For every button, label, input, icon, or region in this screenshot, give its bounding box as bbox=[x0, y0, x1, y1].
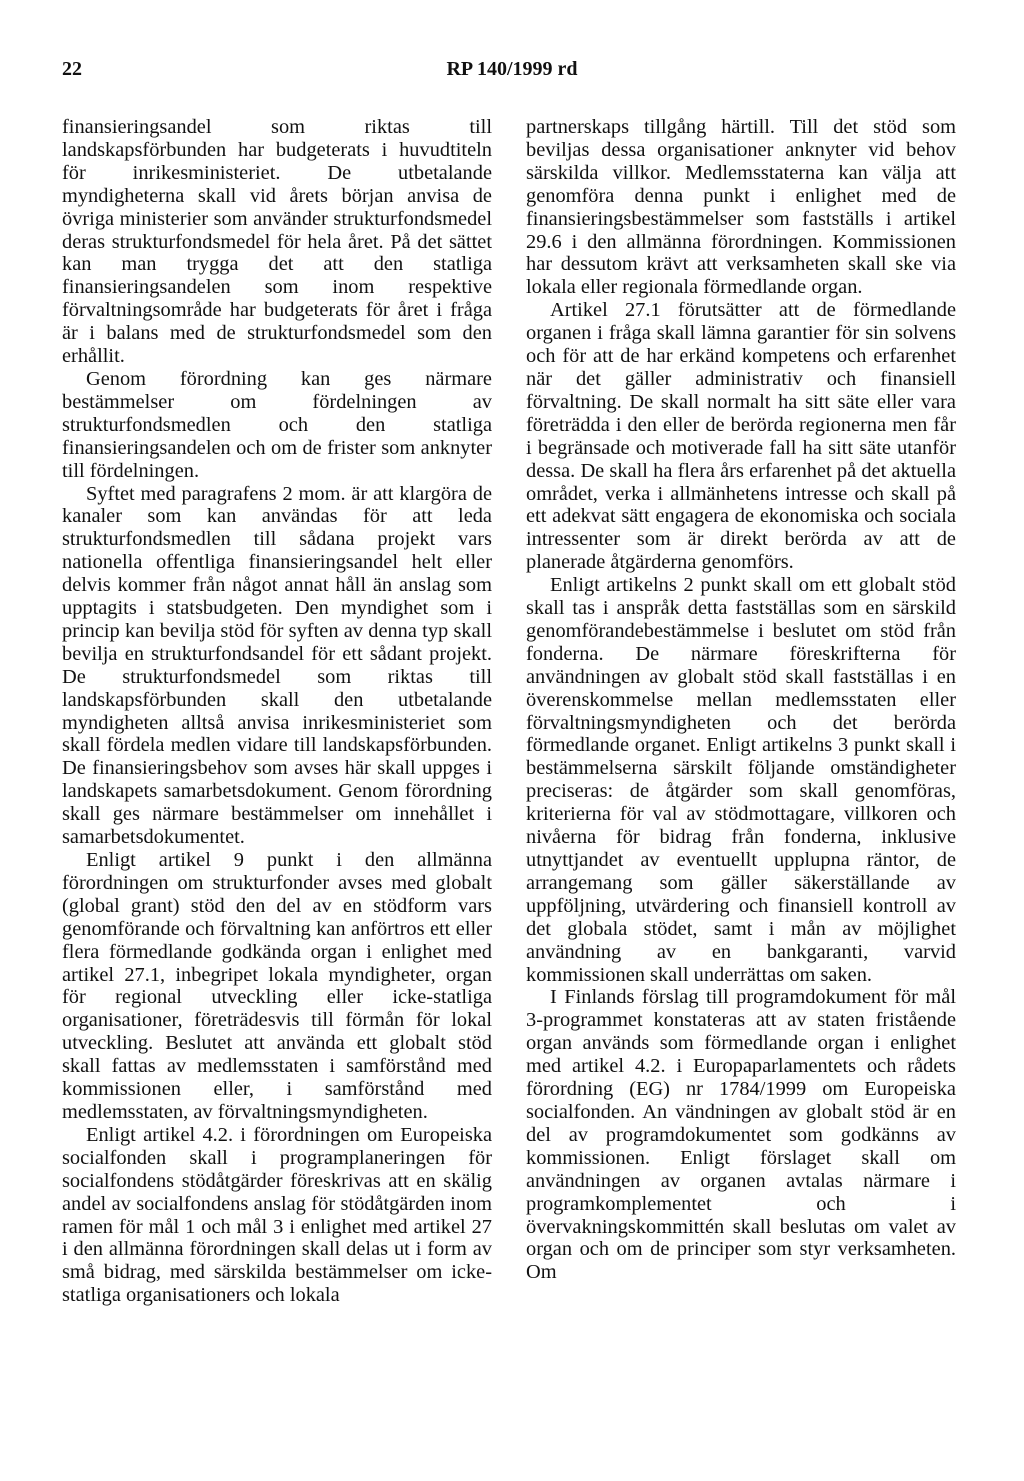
paragraph: I Finlands förslag till programdokument för mål 3-programmet konstateras att av staten fristående organ används som förmedlande organ i enlighet med artikel 4.2. i Europaparlamentets och rådets förordning (EG) nr 1784/1999 om Europeiska socialfonden. An vändningen av globalt stöd är en del av programdokumentet som godkänns av kommissionen. Enligt förslaget skall om användningen av organen avtalas närmare i programkomplementet och i övervakningskommittén skall beslutas om valet av organ och om de principer som styr verksamheten. Om bbox=[526, 986, 956, 1284]
right-column bbox=[526, 116, 956, 1284]
paragraph: Enligt artikelns 2 punkt skall om ett globalt stöd skall tas i anspråk detta fastställas som en särskild genomförandebestämmelse i beslutet om stöd från fonderna. De närmare föreskrifterna för användningen av globalt stöd skall fastställas i en överenskommelse mellan medlemsstaten eller förvaltningsmyndigheten och det berörda förmedlande organet. Enligt artikelns 3 punkt skall i bestämmelserna särskilt följande omständigheter preciseras: de åtgärder som skall genomföras, kriterierna för val av stödmottagare, villkoren och nivåerna för bidrag från fonderna, inklusive utnyttjandet av eventuellt upplupna räntor, de arrangemang som gäller säkerställande av uppföljning, utvärdering och finansiell kontroll av det globala stödet, samt i mån av möjlighet användning av en bankgaranti, varvid kommissionen skall underrättas om saken. bbox=[526, 574, 956, 986]
paragraph: Genom förordning kan ges närmare bestämmelser om fördelningen av strukturfondsmedlen och den statliga finansieringsandelen och om de frister som anknyter till fördelningen. bbox=[62, 367, 492, 482]
left-column bbox=[62, 116, 492, 1307]
paragraph: Enligt artikel 9 punkt i den allmänna förordningen om strukturfonder avses med globalt (global grant) stöd den del av en stödform vars genomförande och förvaltning kan anförtros ett eller flera förmedlande godkända organ i enlighet med artikel 27.1, inbegripet lokala myndigheter, organ för regional utveckling eller icke-statliga organisationer, företrädesvis till förmån för lokal utveckling. Beslutet att använda ett globalt stöd skall fattas av medlemsstaten i samförstånd med kommissionen eller, i samförstånd med medlemsstaten, av förvaltningsmyndigheten. bbox=[62, 849, 492, 1123]
paragraph: finansieringsandel som riktas till landskapsförbunden har budgeterats i huvudtiteln för inrikesministeriet. De utbetalande myndigheterna skall vid årets början anvisa de övriga ministerier som använder strukturfondsmedel deras strukturfondsmedel för hela året. På det sättet kan man trygga det att den statliga finansieringsandelen som inom respektive förvaltningsområde har budgeterats för året i fråga är i balans med de strukturfondsmedel som den erhållit. bbox=[62, 116, 492, 368]
paragraph: Syftet med paragrafens 2 mom. är att klargöra de kanaler som kan användas för att leda strukturfondsmedlen till sådana projekt vars nationella offentliga finansieringsandel helt eller delvis kommer från något annat håll än anslag som upptagits i statsbudgeten. Den myndighet som i princip kan bevilja stöd för syften av denna typ skall bevilja en strukturfondsandel för ett sådant projekt. De strukturfondsmedel som riktas till landskapsförbunden skall den utbetalande myndigheten alltså anvisa inrikesministeriet som skall fördela medlen vidare till landskapsförbunden. De finansieringsbehov som avses här skall uppges i landskapets samarbetsdokument. Genom förordning skall ges närmare bestämmelser om innehållet i samarbetsdokumentet. bbox=[62, 482, 492, 849]
page-number: 22 bbox=[62, 58, 82, 80]
paragraph: partnerskaps tillgång härtill. Till det stöd som beviljas dessa organisationer anknyter vid behov särskilda villkor. Medlemsstaterna kan välja att genomföra denna punkt i enlighet med de finansieringsbestämmelser som fastställs i artikel 29.6 i den allmänna förordningen. Kommissionen har dessutom krävt att verksamheten skall ske via lokala eller regionala förmedlande organ. bbox=[526, 116, 956, 299]
running-head: RP 140/1999 rd bbox=[446, 58, 578, 80]
paragraph: Enligt artikel 4.2. i förordningen om Europeiska socialfonden skall i programplaneringen för socialfondens stödåtgärder föreskrivas att en skälig andel av socialfondens anslag för stödåtgärden inom ramen för mål 1 och mål 3 i enlighet med artikel 27 i den allmänna förordningen skall delas ut i form av små bidrag, med särskilda bestämmelser om icke-statliga organisationers och lokala bbox=[62, 1123, 492, 1307]
paragraph: Artikel 27.1 förutsätter att de förmedlande organen i fråga skall lämna garantier för sin solvens och för att de har erkänd kompetens och erfarenhet när det gäller administrativ och finansiell förvaltning. De skall normalt ha sitt säte eller vara företrädda i den eller de berörda regionerna men får i begränsade och motiverade fall ha sitt säte utanför dessa. De skall ha flera års erfarenhet på det aktuella området, verka i allmänhetens intresse och skall på ett adekvat sätt engagera de ekonomiska och sociala intressenter som är direkt berörda av att de planerade åtgärderna genomförs. bbox=[526, 299, 956, 574]
